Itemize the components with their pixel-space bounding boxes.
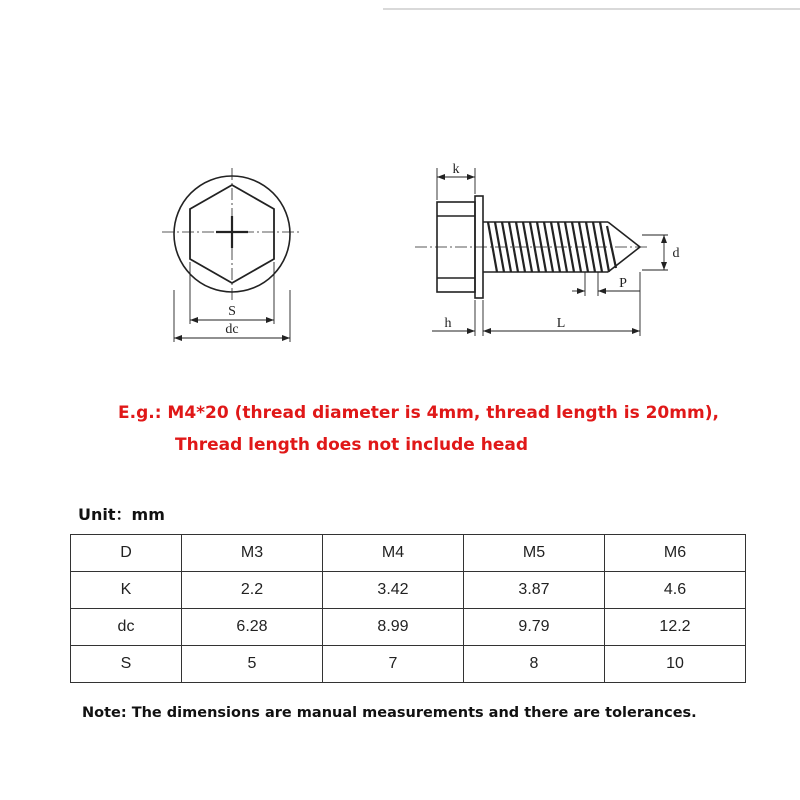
table-cell: M6 bbox=[605, 535, 746, 572]
table-cell: S bbox=[71, 646, 182, 683]
h-label: h bbox=[444, 316, 452, 331]
table-row bbox=[71, 535, 746, 572]
table-cell: 9.79 bbox=[464, 609, 605, 646]
l-label: L bbox=[556, 316, 566, 331]
table-cell: dc bbox=[71, 609, 182, 646]
table-row bbox=[71, 646, 746, 683]
table-cell: D bbox=[71, 535, 182, 572]
d-label: d bbox=[672, 246, 680, 261]
table-cell: 8 bbox=[464, 646, 605, 683]
table-cell: 8.99 bbox=[323, 609, 464, 646]
table-cell: M3 bbox=[182, 535, 323, 572]
table-row bbox=[71, 572, 746, 609]
table-cell: K bbox=[71, 572, 182, 609]
dc-label: dc bbox=[225, 322, 239, 337]
example-line-1: E.g.: M4*20 (thread diameter is 4mm, thread length is 20mm), bbox=[118, 403, 719, 423]
p-label: P bbox=[619, 276, 627, 291]
table-cell: 10 bbox=[605, 646, 746, 683]
screw-dimension-drawing bbox=[0, 0, 800, 380]
table-cell: 5 bbox=[182, 646, 323, 683]
table-cell: M4 bbox=[323, 535, 464, 572]
tolerance-note: Note: The dimensions are manual measurements and there are tolerances. bbox=[82, 705, 697, 721]
table-cell: 6.28 bbox=[182, 609, 323, 646]
table-cell: 7 bbox=[323, 646, 464, 683]
screw-side-view bbox=[415, 168, 668, 336]
example-note bbox=[118, 397, 719, 461]
table-cell: 3.42 bbox=[323, 572, 464, 609]
table-cell: 12.2 bbox=[605, 609, 746, 646]
k-label: k bbox=[452, 162, 460, 177]
table-cell: M5 bbox=[464, 535, 605, 572]
table-row bbox=[71, 609, 746, 646]
unit-label: Unit：mm bbox=[78, 505, 165, 524]
s-label: S bbox=[228, 304, 236, 319]
table-cell: 4.6 bbox=[605, 572, 746, 609]
dimension-table bbox=[70, 534, 746, 683]
example-line-2: Thread length does not include head bbox=[175, 435, 529, 455]
table-cell: 2.2 bbox=[182, 572, 323, 609]
table-cell: 3.87 bbox=[464, 572, 605, 609]
